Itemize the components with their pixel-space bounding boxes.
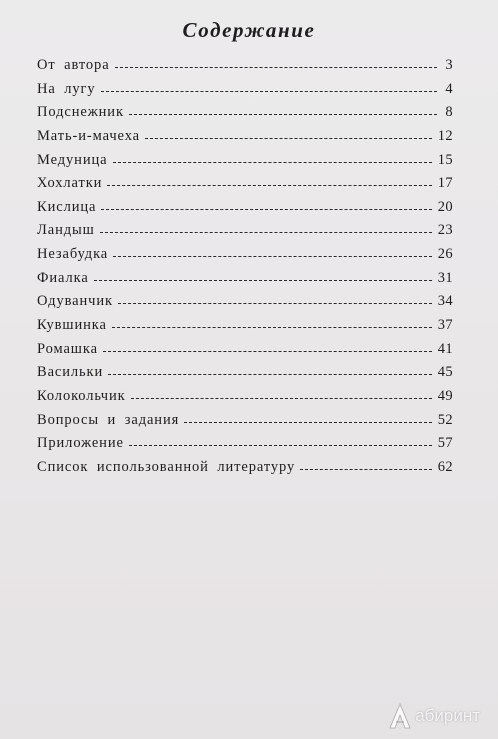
dot-leader <box>113 256 432 257</box>
toc-entry-page: 37 <box>437 317 453 334</box>
dot-leader <box>145 138 432 139</box>
table-of-contents <box>37 57 453 483</box>
toc-entry-page: 23 <box>437 222 453 239</box>
toc-entry <box>37 199 453 223</box>
toc-entry <box>37 459 453 483</box>
dot-leader <box>184 422 431 423</box>
toc-entry-label: Васильки <box>37 364 104 381</box>
dot-leader <box>129 114 437 115</box>
dot-leader <box>101 209 431 210</box>
toc-entry-page: 49 <box>437 387 453 404</box>
toc-entry <box>37 435 453 459</box>
toc-entry <box>37 246 453 270</box>
dot-leader <box>115 67 437 68</box>
toc-entry-page: 45 <box>437 364 453 381</box>
toc-entry <box>37 175 453 199</box>
toc-entry <box>37 364 453 388</box>
toc-entry-label: Ромашка <box>37 340 98 357</box>
toc-entry-page: 8 <box>445 104 453 121</box>
watermark-text: абиринт <box>415 706 480 725</box>
toc-entry-page: 4 <box>445 80 453 97</box>
toc-entry <box>37 412 453 436</box>
toc-entry-label: Кувшинка <box>37 317 107 334</box>
toc-entry <box>37 57 453 81</box>
dot-leader <box>112 327 432 328</box>
toc-entry <box>37 152 453 176</box>
toc-entry-label: Фиалка <box>37 269 89 286</box>
toc-entry <box>37 128 453 152</box>
toc-entry-label: На лугу <box>37 80 96 97</box>
toc-entry-label: Одуванчик <box>37 293 113 310</box>
toc-entry-label: Незабудка <box>37 246 109 263</box>
toc-entry-page: 17 <box>437 175 453 192</box>
toc-entry <box>37 341 453 365</box>
toc-entry-label: Мать-и-мачеха <box>37 127 140 144</box>
toc-entry-label: Вопросы и задания <box>37 411 180 428</box>
dot-leader <box>94 280 432 281</box>
dot-leader <box>101 91 437 92</box>
labirint-logo-icon <box>387 702 413 730</box>
toc-entry-page: 3 <box>445 57 453 73</box>
toc-entry <box>37 293 453 317</box>
dot-leader <box>129 445 432 446</box>
toc-entry-label: От автора <box>37 57 110 73</box>
toc-entry-page: 34 <box>437 293 453 310</box>
labirint-watermark <box>387 702 480 730</box>
toc-entry <box>37 222 453 246</box>
dot-leader <box>113 162 432 163</box>
toc-entry-page: 41 <box>437 340 453 357</box>
dot-leader <box>100 232 432 233</box>
dot-leader <box>300 469 432 470</box>
dot-leader <box>108 374 432 375</box>
toc-entry <box>37 81 453 105</box>
toc-entry-page: 31 <box>437 269 453 286</box>
toc-entry-label: Медуница <box>37 151 108 168</box>
toc-entry-page: 15 <box>437 151 453 168</box>
dot-leader <box>103 351 432 352</box>
toc-entry-label: Приложение <box>37 435 124 452</box>
page-title: Содержание <box>182 18 316 42</box>
toc-entry-label: Подснежник <box>37 104 124 121</box>
dot-leader <box>131 398 432 399</box>
toc-entry-label: Колокольчик <box>37 387 126 404</box>
toc-entry <box>37 270 453 294</box>
dot-leader <box>118 303 432 304</box>
toc-entry-page: 52 <box>437 411 453 428</box>
toc-entry-page: 62 <box>437 458 453 475</box>
toc-entry-page: 57 <box>437 435 453 452</box>
dot-leader <box>107 185 431 186</box>
toc-entry-label: Кислица <box>37 198 97 215</box>
toc-entry <box>37 104 453 128</box>
toc-entry-page: 26 <box>437 246 453 263</box>
toc-entry-label: Список использованной литературу <box>37 458 296 475</box>
toc-entry-page: 20 <box>437 198 453 215</box>
toc-entry <box>37 388 453 412</box>
toc-entry-page: 12 <box>437 127 453 144</box>
toc-entry-label: Хохлатки <box>37 175 103 192</box>
toc-entry <box>37 317 453 341</box>
toc-entry-label: Ландыш <box>37 222 95 239</box>
